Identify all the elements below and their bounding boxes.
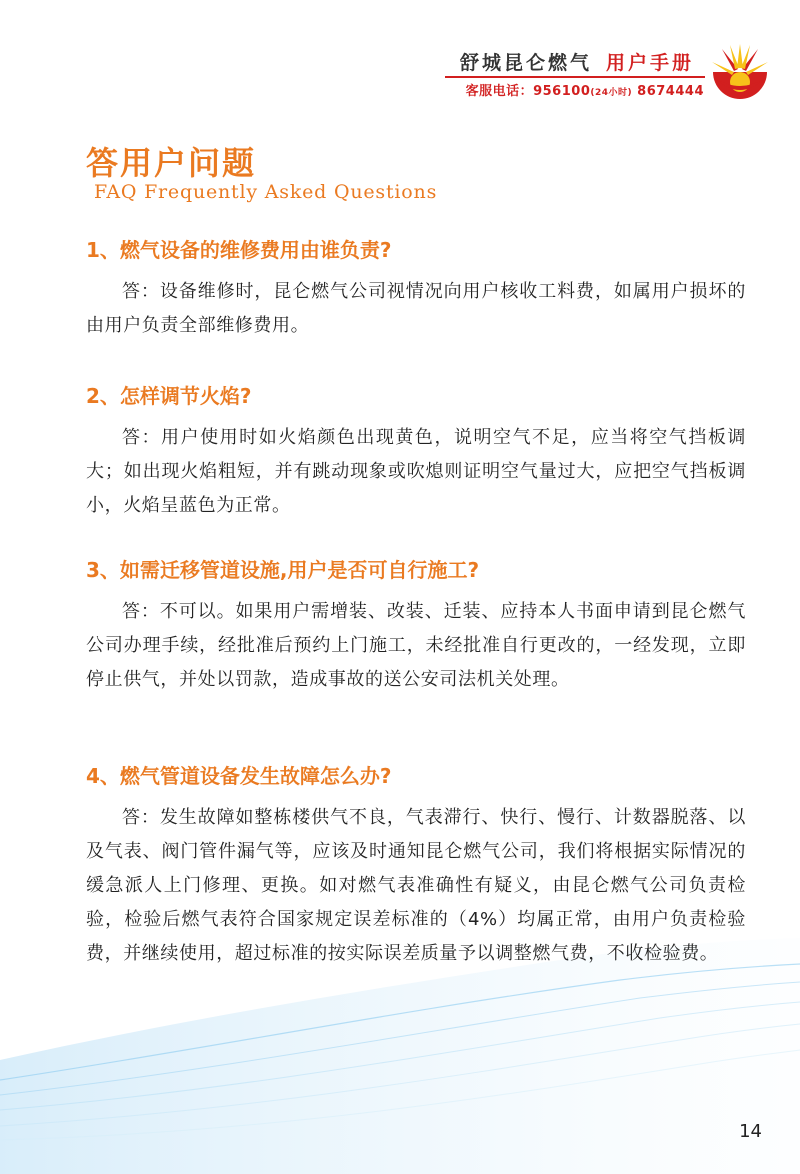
page-number: 14 <box>739 1121 762 1142</box>
faq-question: 1、燃气设备的维修费用由谁负责? <box>86 238 392 262</box>
page-subtitle: FAQ Frequently Asked Questions <box>94 181 438 203</box>
faq-answer: 答：不可以。如果用户需增装、改装、迁装、应持本人书面申请到昆仑燃气公司办理手续，经批准后预约上门施工，未经批准自行更改的，一经发现，立即停止供气，并处以罚款，造成事故的送公安司法机关处理。 <box>86 601 746 690</box>
faq-answer: 答：发生故障如整栋楼供气不良，气表滞行、快行、慢行、计数器脱落、以及气表、阀门管件漏气等，应该及时通知昆仑燃气公司，我们将根据实际情况的缓急派人上门修理、更换。如对燃气表准确性有疑义，由昆仑燃气公司负责检验，检验后燃气表符合国家规定误差标准的（4%）均属正常，由用户负责检验费，并继续使用，超过标准的按实际误差质量予以调整燃气费，不收检验费。 <box>86 807 746 964</box>
brand-name: 舒城昆仑燃气 <box>459 52 592 74</box>
hotline-note: (24小时) <box>590 88 633 98</box>
faq-answer: 答：用户使用时如火焰颜色出现黄色，说明空气不足，应当将空气挡板调大；如出现火焰粗短，并有跳动现象或吹熄则证明空气量过大，应把空气挡板调小，火焰呈蓝色为正常。 <box>86 427 746 516</box>
hotline-label: 客服电话：956100 <box>465 84 591 99</box>
faq-question: 4、燃气管道设备发生故障怎么办? <box>86 764 392 788</box>
faq-item-4 <box>86 760 746 971</box>
header-divider <box>445 76 705 78</box>
hotline-extra: 8674444 <box>637 84 704 99</box>
petrochina-logo-icon <box>710 42 770 104</box>
manual-label: 用户手册 <box>605 52 694 74</box>
brand-line <box>460 48 694 75</box>
faq-answer: 答：设备维修时，昆仑燃气公司视情况向用户核收工料费，如属用户损坏的由用户负责全部维修费用。 <box>86 281 746 336</box>
faq-item-1 <box>86 234 746 343</box>
faq-question: 2、怎样调节火焰? <box>86 384 252 408</box>
faq-item-2 <box>86 380 746 523</box>
faq-item-3 <box>86 554 746 697</box>
header <box>0 40 800 110</box>
faq-question: 3、如需迁移管道设施,用户是否可自行施工? <box>86 558 480 582</box>
page-title: 答用户问题 <box>86 144 257 182</box>
hotline <box>466 80 704 99</box>
